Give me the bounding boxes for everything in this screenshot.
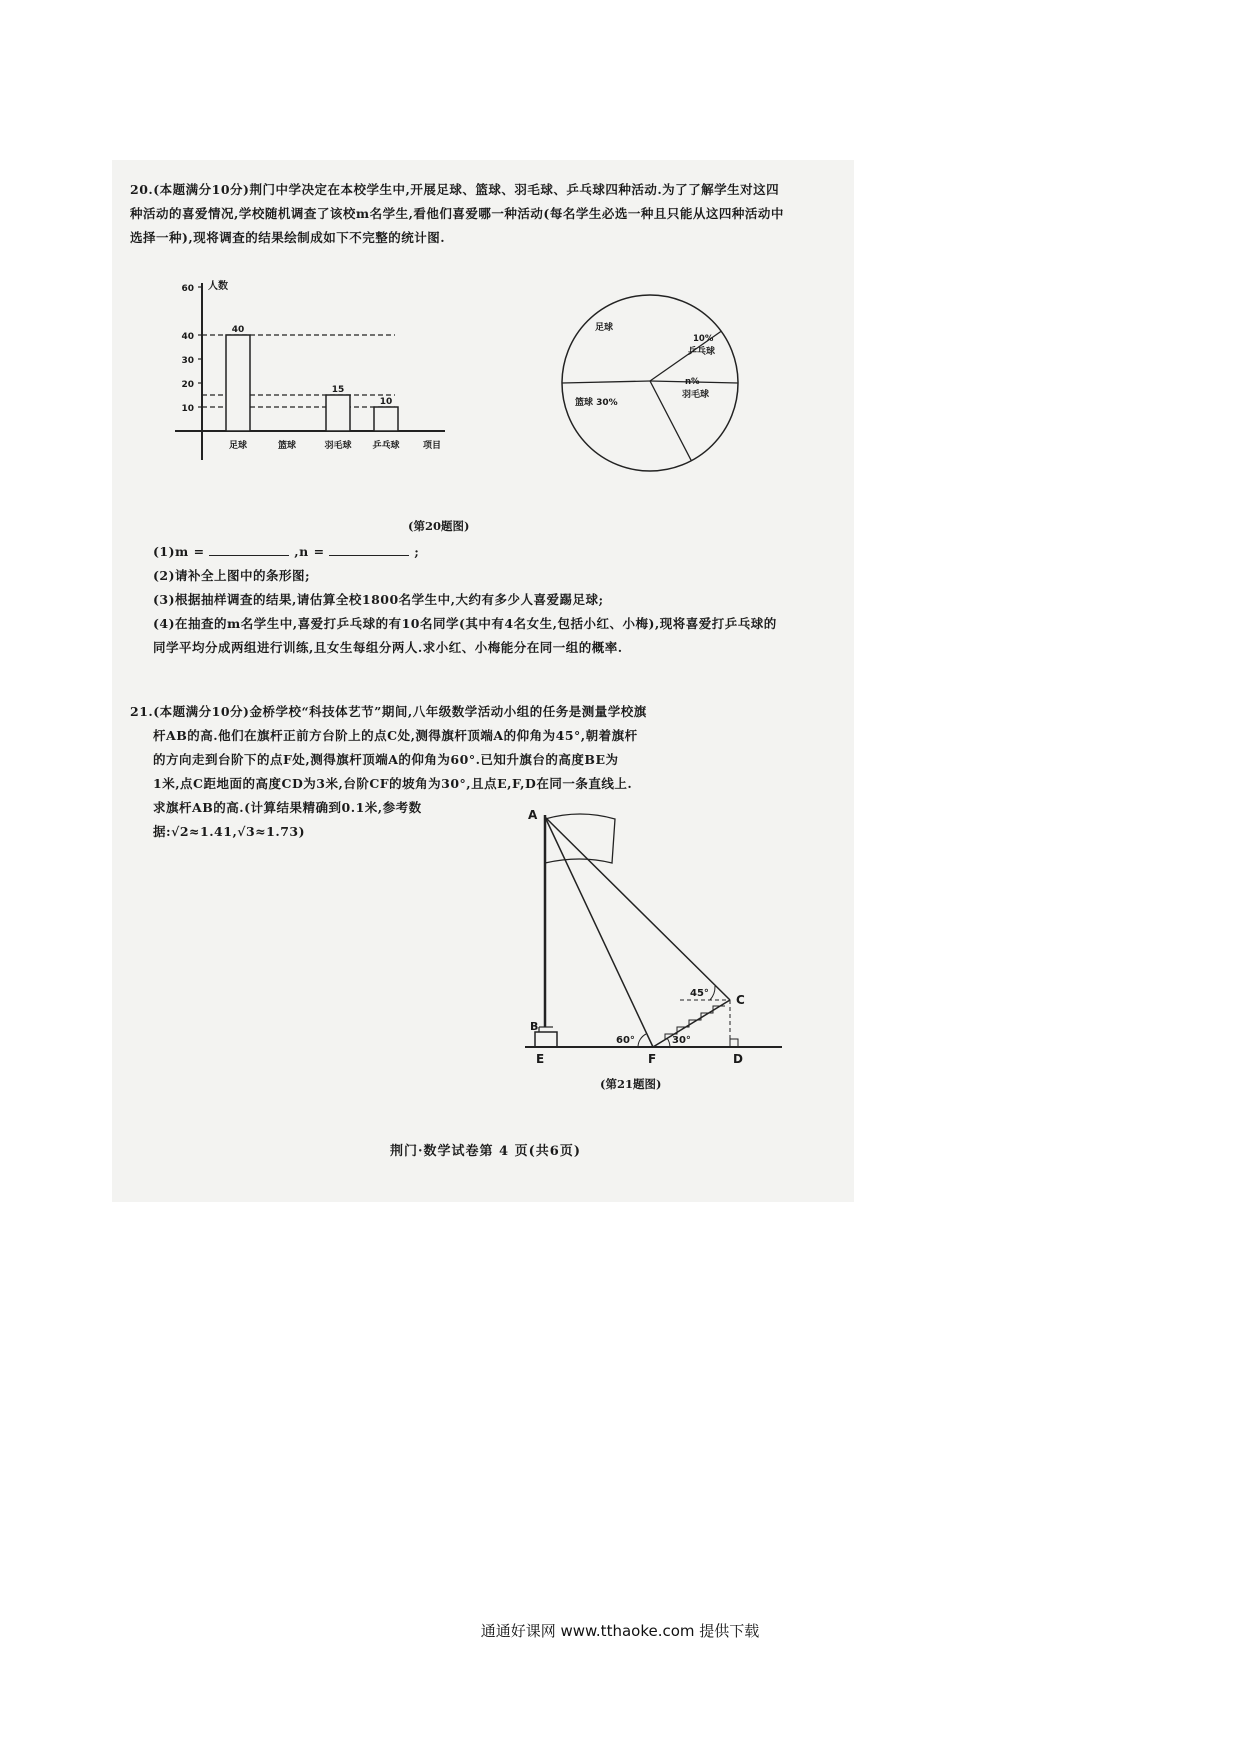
label-angle-60: 60° — [616, 1035, 635, 1046]
bar-data-label: 15 — [331, 385, 345, 395]
question-21-line-4: 1米,点C距地面的高度CD为3米,台阶CF的坡角为30°,且点E,F,D在同一条直线上. — [153, 776, 633, 791]
y-tick-label: 10 — [181, 404, 194, 414]
pie-slice-label: 羽毛球 — [682, 390, 710, 400]
sight-line-f — [545, 817, 653, 1047]
pie-slice-value: 10% — [693, 334, 714, 344]
flagpole-figure — [520, 805, 790, 1070]
site-footer: 通通好课网 www.tthaoke.com 提供下载 — [480, 1622, 760, 1640]
question-20-number: 20. — [130, 182, 154, 197]
question-21-line-3: 的方向走到台阶下的点F处,测得旗杆顶端A的仰角为60°.已知升旗台的高度BE为 — [153, 752, 619, 767]
y-tick-label: 20 — [181, 380, 194, 390]
answer-blank-n[interactable] — [329, 543, 409, 556]
question-21-line-5: 求旗杆AB的高.(计算结果精确到0.1米,参考数 — [153, 800, 422, 815]
label-angle-30: 30° — [672, 1035, 691, 1046]
flag-platform — [535, 1032, 557, 1047]
question-21-line-1: 21.(本题满分10分)金桥学校“科技体艺节”期间,八年级数学活动小组的任务是测量学校旗 — [130, 704, 647, 719]
y-axis-label: 人数 — [208, 281, 228, 292]
y-tick-label: 40 — [181, 332, 194, 342]
figure-20-caption: (第20题图) — [408, 519, 470, 533]
right-angle-d — [730, 1039, 738, 1047]
pie-slice-label: 足球 — [595, 323, 614, 333]
bar-data-label: 40 — [231, 325, 245, 335]
x-tick-label: 足球 — [228, 441, 248, 451]
bar — [374, 407, 398, 431]
page-footer: 荆门·数学试卷第 4 页(共6页) — [390, 1144, 581, 1159]
figure-21-caption: (第21题图) — [600, 1077, 662, 1091]
bar-chart — [150, 275, 480, 510]
pie-slice-value: n% — [685, 377, 700, 387]
q20-sub3: (3)根据抽样调查的结果,请估算全校1800名学生中,大约有多少人喜爱踢足球; — [153, 592, 604, 607]
x-tick-label: 篮球 — [277, 441, 297, 451]
question-20-text: 20.(本题满分10分)荆门中学决定在本校学生中,开展足球、篮球、羽毛球、乒乓球四种活动.为了了解学生对这四种活动的喜爱情况,学校随机调查了该校m名学生,看他们喜爱哪一种活动(每名学生必选一种且只能从这四种活动中选择一种),现将调查的结果绘制成如下不完整的统计图. — [130, 182, 784, 245]
question-21-number: 21. — [130, 704, 154, 719]
bar — [226, 335, 250, 431]
label-D: D — [733, 1052, 743, 1066]
label-angle-45: 45° — [690, 988, 709, 999]
label-E: E — [536, 1052, 545, 1066]
label-F: F — [648, 1052, 657, 1066]
label-B: B — [530, 1020, 539, 1033]
x-tick-label: 乒乓球 — [372, 441, 400, 451]
pie-slice-label: 篮球 30% — [575, 398, 618, 408]
label-C: C — [736, 993, 745, 1007]
angle-arc-slope — [667, 1038, 670, 1047]
question-21-line-2: 杆AB的高.他们在旗杆正前方台阶上的点C处,测得旗杆顶端A的仰角为45°,朝着旗杆 — [153, 728, 638, 743]
question-21-line-6: 据:√2≈1.41,√3≈1.73) — [153, 824, 306, 839]
angle-arc-c — [710, 986, 715, 1000]
pie-chart — [535, 280, 765, 490]
q20-sub1: (1)m = ,n = ; — [153, 544, 420, 559]
angle-arc-f — [638, 1034, 646, 1047]
q20-sub2: (2)请补全上图中的条形图; — [153, 568, 311, 583]
y-tick-label: 30 — [181, 356, 194, 366]
q20-sub4: (4)在抽查的m名学生中,喜爱打乒乓球的有10名同学(其中有4名女生,包括小红、小梅),现将喜爱打乒乓球的同学平均分成两组进行训练,且女生每组分两人.求小红、小梅能分在同一组的概率. — [153, 616, 777, 655]
pie-slice-label: 乒乓球 — [688, 347, 716, 357]
label-A: A — [528, 808, 538, 822]
bar-data-label: 10 — [379, 397, 393, 407]
answer-blank-m[interactable] — [209, 543, 289, 556]
bar — [326, 395, 350, 431]
y-tick-label: 60 — [181, 284, 194, 294]
x-tick-label: 羽毛球 — [324, 441, 352, 451]
sight-line-c — [545, 817, 730, 1000]
x-axis-label: 项目 — [423, 441, 442, 451]
